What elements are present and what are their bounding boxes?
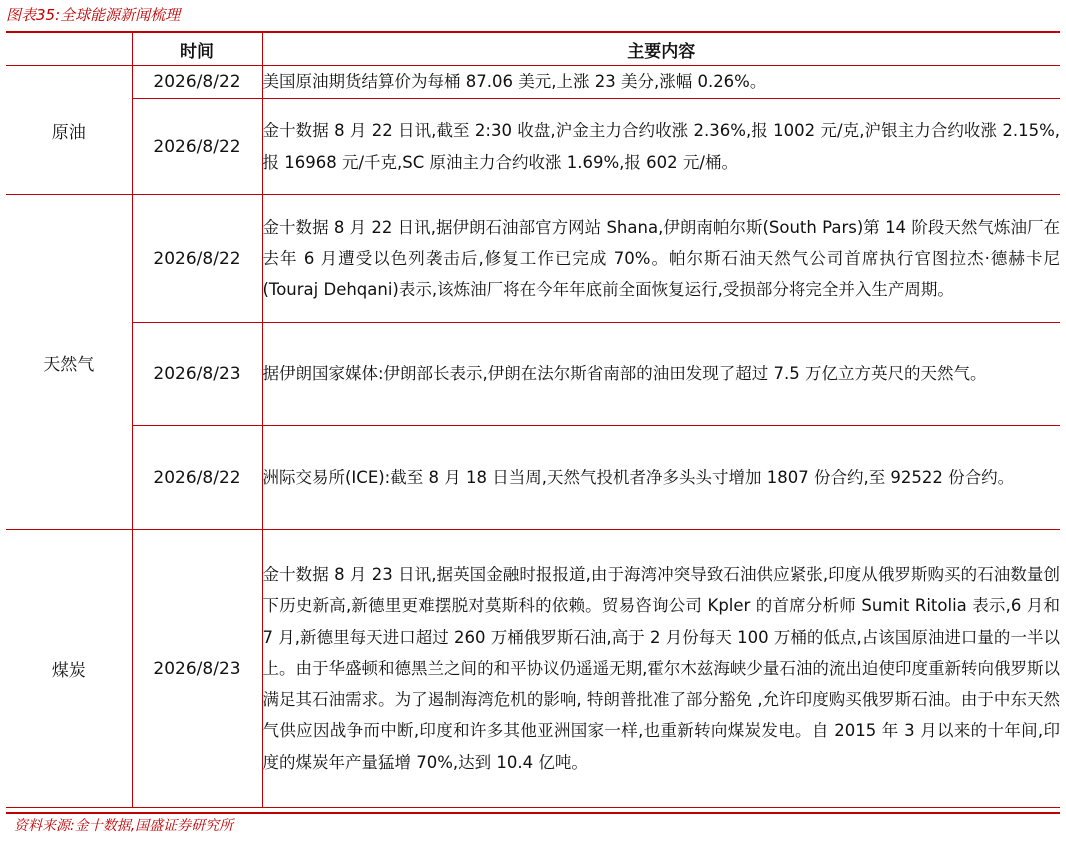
table-row [6, 66, 1060, 99]
content-cell: 据伊朗国家媒体:伊朗部长表示,伊朗在法尔斯省南部的油田发现了超过 7.5 万亿立方英尺的天然气。 [262, 323, 1060, 426]
figure-caption: 图表35:全球能源新闻梳理 [6, 6, 181, 24]
category-cell: 煤炭 [6, 530, 132, 808]
content-cell: 洲际交易所(ICE):截至 8 月 18 日当周,天然气投机者净多头头寸增加 1807 份合约,至 92522 份合约。 [262, 426, 1060, 530]
date-cell: 2026/8/22 [132, 66, 262, 99]
table-row [6, 530, 1060, 808]
content-cell: 美国原油期货结算价为每桶 87.06 美元,上涨 23 美分,涨幅 0.26%。 [262, 66, 1060, 99]
table-row [6, 426, 1060, 530]
date-cell: 2026/8/22 [132, 99, 262, 195]
date-cell: 2026/8/22 [132, 195, 262, 323]
header-category [6, 33, 132, 66]
date-cell: 2026/8/23 [132, 323, 262, 426]
content-cell: 金十数据 8 月 22 日讯,截至 2:30 收盘,沪金主力合约收涨 2.36%,报 1002 元/克,沪银主力合约收涨 2.15%,报 16968 元/千克,SC 原油主力合约收涨 1.69%,报 602 元/桶。 [262, 99, 1060, 195]
header-content: 主要内容 [262, 33, 1060, 66]
content-cell: 金十数据 8 月 22 日讯,据伊朗石油部官方网站 Shana,伊朗南帕尔斯(South Pars)第 14 阶段天然气炼油厂在去年 6 月遭受以色列袭击后,修复工作已完成 70%。帕尔斯石油天然气公司首席执行官图拉杰·德赫卡尼(Touraj Dehqani)表示,该炼油厂将在今年年底前全面恢复运行,受损部分将完全并入生产周期。 [262, 195, 1060, 323]
category-cell: 天然气 [6, 195, 132, 530]
header-time: 时间 [132, 33, 262, 66]
table-row [6, 195, 1060, 323]
news-table [6, 33, 1060, 808]
date-cell: 2026/8/23 [132, 530, 262, 808]
source-note: 资料来源:金十数据,国盛证券研究所 [14, 818, 234, 834]
category-cell: 原油 [6, 66, 132, 195]
content-cell: 金十数据 8 月 23 日讯,据英国金融时报报道,由于海湾冲突导致石油供应紧张,印度从俄罗斯购买的石油数量创下历史新高,新德里更难摆脱对莫斯科的依赖。贸易咨询公司 Kpler 的首席分析师 Sumit Ritolia 表示,6 月和 7 月,新德里每天进口超过 260 万桶俄罗斯石油,高于 2 月份每天 100 万桶的低点,占该国原油进口量的一半以上。由于华盛顿和德黑兰之间的和平协议仍遥遥无期,霍尔木兹海峡少量石油的流出迫使印度重新转向俄罗斯以满足其石油需求。为了遏制海湾危机的影响, 特朗普批准了部分豁免 ,允许印度购买俄罗斯石油。由于中东天然气供应因战争而中断,印度和许多其他亚洲国家一样,也重新转向煤炭发电。自 2015 年 3 月以来的十年间,印度的煤炭年产量猛增 70%,达到 10.4 亿吨。 [262, 530, 1060, 808]
table-header-row [6, 33, 1060, 66]
date-cell: 2026/8/22 [132, 426, 262, 530]
table-row [6, 99, 1060, 195]
table-row [6, 323, 1060, 426]
bottom-rule [6, 812, 1060, 814]
